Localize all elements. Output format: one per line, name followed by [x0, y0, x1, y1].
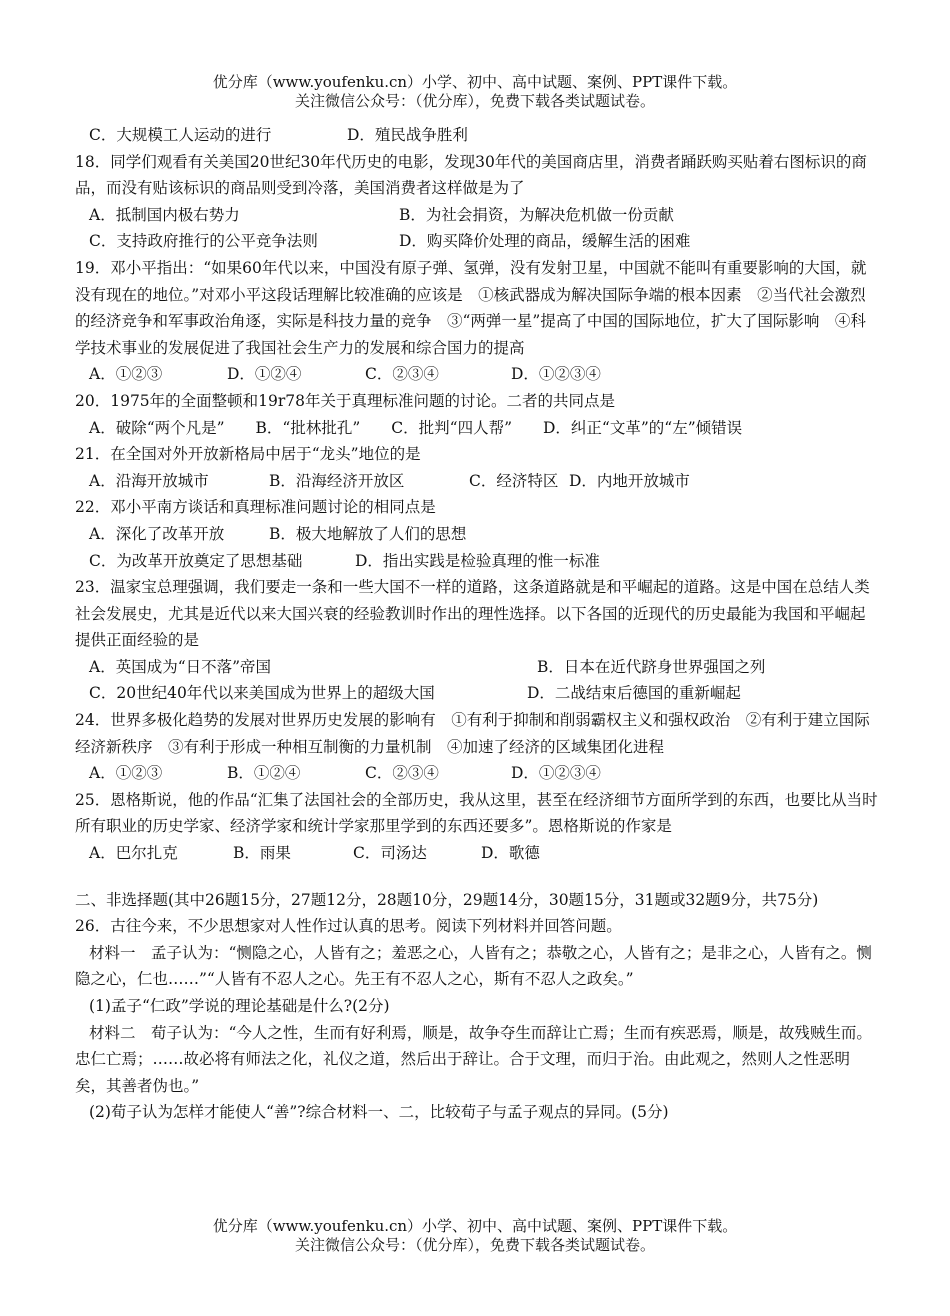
q23-options-cd [75, 680, 880, 707]
q20-stem: 20．1975年的全面整顿和19r78年关于真理标准问题的讨论。二者的共同点是 [75, 391, 616, 410]
q18-option-d: D．购买降价处理的商品，缓解生活的困难 [399, 232, 691, 251]
section-2-heading: 二、非选择题(其中26题15分，27题12分，28题10分，29题14分，30题15分，31题或32题9分，共75分) [75, 890, 819, 909]
q26-subquestion-1: (1)孟子“仁政”学说的理论基础是什么?(2分) [89, 997, 390, 1015]
q24-option-a: A．①②③ [89, 764, 163, 783]
q21-stem: 21．在全国对外开放新格局中居于“龙头”地位的是 [75, 445, 421, 464]
q18-options-cd [75, 228, 880, 255]
q18-stem: 18．同学们观看有关美国20世纪30年代历史的电影，发现30年代的美国商店里，消费者踊跃购买贴着右图标识的商品，而没有贴该标识的商品则受到冷落，美国消费者这样做是为了 [75, 152, 867, 198]
q26-stem: 26．古往今来，不少思想家对人性作过认真的思考。阅读下列材料并回答问题。 [75, 917, 622, 936]
q17-option-c: C．大规模工人运动的进行 [89, 126, 272, 144]
q23-option-a: A．英国成为“日不落”帝国 [89, 657, 272, 676]
q18-option-c: C．支持政府推行的公平竞争法则 [89, 232, 318, 251]
q19-options [75, 361, 880, 388]
q23-stem: 23．温家宝总理强调，我们要走一条和一些大国不一样的道路，这条道路就是和平崛起的道路。这是中国在总结人类社会发展史，尤其是近代以来大国兴衰的经验教训时作出的理性选择。以下各国的近现代的历史最能为我国和平崛起提供正面经验的是 [75, 578, 870, 650]
question-content [75, 122, 880, 1126]
q26-material-1: 材料一 孟子认为：“恻隐之心，人皆有之；羞恶之心，人皆有之；恭敬之心，人皆有之；是非之心，人皆有之。恻隐之心，仁也……”“人皆有不忍人之心。先王有不忍人之心，斯有不忍人之政矣。” [75, 943, 872, 989]
q23-options-ab [75, 654, 880, 681]
q26-subquestion-2: (2)荀子认为怎样才能使人“善”?综合材料一、二，比较荀子与孟子观点的异同。(5分) [89, 1103, 669, 1122]
q23-option-b: B．日本在近代跻身世界强国之列 [537, 657, 766, 676]
q19-option-a: A．①②③ [89, 365, 163, 384]
footer-line-1: 优分库（www.youfenku.cn）小学、初中、高中试题、案例、PPT课件下载。 [212, 1217, 738, 1235]
q26-material-2: 材料二 荀子认为：“今人之性，生而有好利焉，顺是，故争夺生而辞让亡焉；生而有疾恶焉，顺是，故残贼生而。忠仁亡焉；……故必将有师法之化，礼仪之道，然后出于辞让。合于文理，而归于治。由此观之，然则人之性恶明矣，其善者伪也。” [75, 1023, 872, 1095]
q24-stem: 24．世界多极化趋势的发展对世界历史发展的影响有 ①有利于抑制和削弱霸权主义和强权政治 ②有利于建立国际经济新秩序 ③有利于形成一种相互制衡的力量机制 ④加速了经济的区域集团化进程 [75, 711, 870, 756]
q22-option-c: C．为改革开放奠定了思想基础 [89, 551, 303, 570]
q19-stem: 19．邓小平指出：“如果60年代以来，中国没有原子弹、氢弹，没有发射卫星，中国就不能叫有重要影响的大国，就没有现在的地位。”对邓小平这段话理解比较准确的应该是 ①核武器成为解决国际争端的根本因素 ②当代社会激烈的经济竞争和军事政治角逐，实际是科技力量的竞争 ③“两弹一星”提高了中国的国际地位，扩大了国际影响 ④科学技术事业的发展促进了我国社会生产力的发展和综合国力的提高 [75, 258, 867, 357]
q25-option-b: B．雨果 [233, 844, 291, 863]
header-banner [0, 73, 950, 111]
q24-option-b: B．①②④ [227, 764, 301, 783]
header-line-1: 优分库（www.youfenku.cn）小学、初中、高中试题、案例、PPT课件下载。 [212, 73, 738, 91]
q24-option-c: C．②③④ [365, 764, 439, 783]
q21-option-d: D．内地开放城市 [569, 471, 690, 490]
q25-option-d: D．歌德 [481, 844, 540, 863]
q21-option-b: B．沿海经济开放区 [269, 471, 405, 490]
q23-option-c: C．20世纪40年代以来美国成为世界上的超级大国 [89, 684, 435, 703]
q25-option-c: C．司汤达 [353, 844, 427, 863]
q22-options-ab [75, 521, 880, 548]
footer-banner [0, 1217, 950, 1255]
q19-option-b: D．①②④ [227, 365, 302, 384]
q19-option-c: C．②③④ [365, 365, 439, 384]
q18-option-a: A．抵制国内极右势力 [89, 205, 240, 224]
q17-options-cd [75, 122, 880, 149]
q23-option-d: D．二战结束后德国的重新崛起 [527, 684, 741, 703]
q18-option-b: B．为社会捐资，为解决危机做一份贡献 [399, 205, 674, 224]
footer-line-2: 关注微信公众号：（优分库），免费下载各类试题试卷。 [294, 1236, 655, 1254]
q20-options: A．破除“两个凡是” B．“批林批孔” C．批判“四人帮” D．纠正“文革”的“左”倾错误 [89, 418, 743, 437]
q22-option-b: B．极大地解放了人们的思想 [269, 524, 467, 543]
header-line-2: 关注微信公众号：（优分库），免费下载各类试题试卷。 [294, 92, 655, 110]
q24-option-d: D．①②③④ [511, 764, 601, 783]
q25-option-a: A．巴尔扎克 [89, 844, 178, 863]
q17-option-d: D．殖民战争胜利 [347, 126, 468, 144]
q21-option-a: A．沿海开放城市 [89, 471, 209, 490]
q22-stem: 22．邓小平南方谈话和真理标准问题讨论的相同点是 [75, 498, 436, 517]
q22-option-d: D．指出实践是检验真理的惟一标准 [355, 551, 600, 570]
q21-option-c: C．经济特区 [469, 471, 559, 490]
q25-stem: 25．恩格斯说，他的作品“汇集了法国社会的全部历史，我从这里，甚至在经济细节方面所学到的东西，也要比从当时所有职业的历史学家、经济学家和统计学家那里学到的东西还要多”。恩格斯说的作家是 [75, 790, 878, 836]
q25-options [75, 840, 880, 867]
q24-options [75, 760, 880, 787]
q19-option-d: D．①②③④ [511, 365, 601, 384]
q22-option-a: A．深化了改革开放 [89, 524, 225, 543]
q21-options [75, 468, 880, 495]
q22-options-cd [75, 548, 880, 575]
q18-options-ab [75, 202, 880, 229]
